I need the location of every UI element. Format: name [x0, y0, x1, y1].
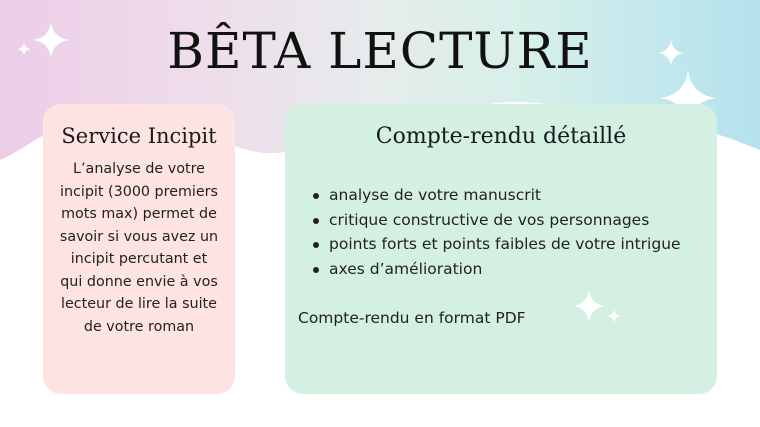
sparkle-icon	[573, 290, 605, 322]
report-card	[285, 104, 717, 394]
incipit-title: Service Incipit	[61, 124, 217, 148]
report-title: Compte-rendu détaillé	[375, 124, 627, 149]
list-item: analyse de votre manuscrit	[313, 183, 717, 208]
incipit-card	[43, 104, 235, 394]
list-item: axes d’amélioration	[313, 257, 717, 282]
list-item: critique constructive de vos personnages	[313, 208, 717, 233]
sparkle-icon	[17, 42, 31, 56]
incipit-description: L’analyse de votre incipit (3000 premiers mots max) permet de savoir si vous avez un incipit percutant et qui donne envie à vos lecteur de lire la suite de votre roman	[59, 161, 219, 335]
sparkle-icon	[658, 40, 684, 66]
report-list	[285, 183, 717, 281]
page-title: BÊTA LECTURE	[167, 22, 593, 80]
list-item: points forts et points faibles de votre intrigue	[313, 232, 717, 257]
sparkle-icon	[607, 309, 621, 323]
sparkle-icon	[33, 22, 69, 58]
report-format: Compte-rendu en format PDF	[298, 309, 526, 327]
